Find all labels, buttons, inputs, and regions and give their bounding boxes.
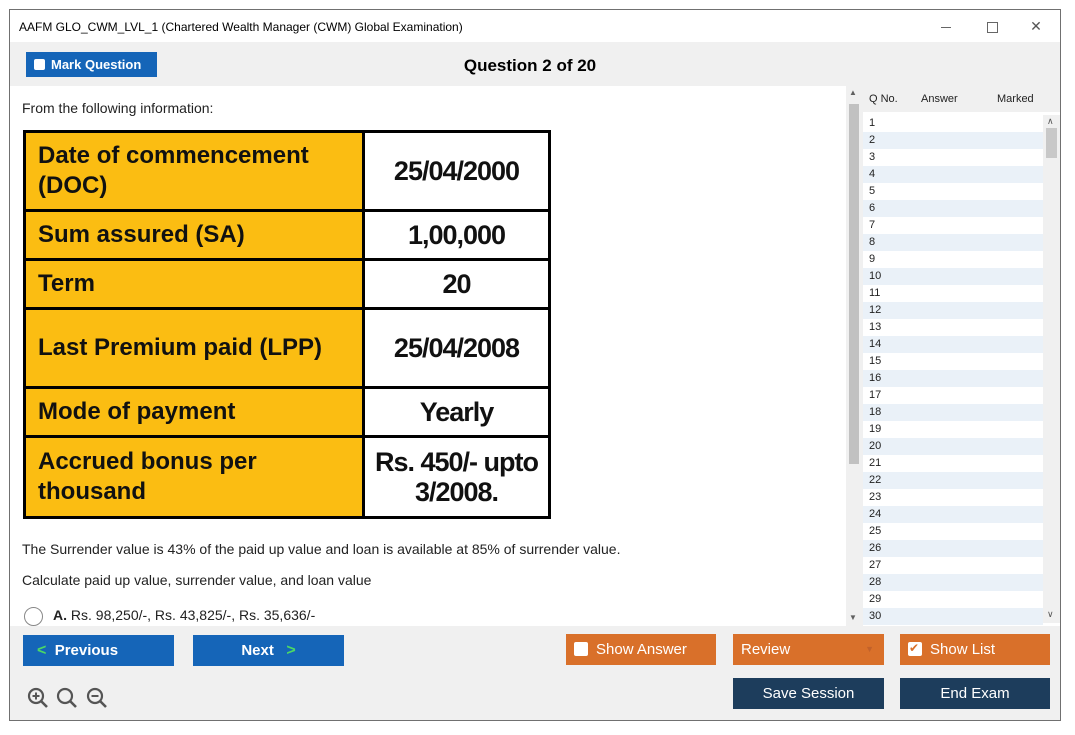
question-number: 4 xyxy=(869,168,876,180)
table-label: Date of commencement (DOC) xyxy=(25,132,364,211)
question-number: 18 xyxy=(869,406,882,418)
question-list-row[interactable] xyxy=(863,370,1043,387)
question-list-row[interactable] xyxy=(863,557,1043,574)
table-label: Accrued bonus per thousand xyxy=(25,437,364,518)
question-number: 3 xyxy=(869,151,876,163)
caret-down-icon: ▼ xyxy=(865,644,874,654)
table-label: Sum assured (SA) xyxy=(25,211,364,260)
marked-column-header[interactable]: Marked xyxy=(997,93,1034,105)
question-number: 23 xyxy=(869,491,882,503)
question-number: 1 xyxy=(869,117,876,129)
maximize-button[interactable] xyxy=(970,14,1014,38)
question-number: 25 xyxy=(869,525,882,537)
maximize-icon xyxy=(987,22,998,33)
exam-window xyxy=(9,9,1061,721)
question-panel xyxy=(10,86,846,626)
question-prompt: Calculate paid up value, surrender value, and loan value xyxy=(22,572,372,588)
table-row xyxy=(25,211,550,260)
table-value: 1,00,000 xyxy=(364,211,550,260)
minimize-icon xyxy=(941,27,951,28)
minimize-button[interactable] xyxy=(924,14,968,38)
scroll-up-icon[interactable]: ▲ xyxy=(849,88,857,97)
question-number: 20 xyxy=(869,440,882,452)
question-number: 12 xyxy=(869,304,882,316)
question-number: 17 xyxy=(869,389,882,401)
question-list-row[interactable] xyxy=(863,421,1043,438)
scroll-thumb[interactable] xyxy=(1046,128,1057,158)
answer-column-header[interactable]: Answer xyxy=(921,93,958,105)
question-number: 28 xyxy=(869,576,882,588)
question-list-row[interactable] xyxy=(863,591,1043,608)
table-label: Term xyxy=(25,260,364,309)
question-list-rows xyxy=(863,115,1043,625)
question-list-scrollbar[interactable] xyxy=(1043,115,1060,623)
question-list-row[interactable] xyxy=(863,540,1043,557)
table-label: Mode of payment xyxy=(25,388,364,437)
close-icon: ✕ xyxy=(1030,18,1042,34)
next-label: Next xyxy=(241,642,274,659)
question-number: 29 xyxy=(869,593,882,605)
chevron-down-icon[interactable]: ∨ xyxy=(1047,609,1054,619)
scroll-down-icon[interactable]: ▼ xyxy=(849,613,857,622)
question-list-row[interactable] xyxy=(863,489,1043,506)
question-number: 24 xyxy=(869,508,882,520)
question-number: 15 xyxy=(869,355,882,367)
question-list-row[interactable] xyxy=(863,455,1043,472)
question-list-row[interactable] xyxy=(863,285,1043,302)
show-list-checkbox[interactable] xyxy=(908,642,922,656)
question-list-row[interactable] xyxy=(863,404,1043,421)
previous-label: Previous xyxy=(54,642,119,659)
question-counter: Question 2 of 20 xyxy=(463,56,597,75)
table-label: Last Premium paid (LPP) xyxy=(25,309,364,388)
question-list-row[interactable] xyxy=(863,132,1043,149)
review-label: Review xyxy=(741,641,791,658)
show-answer-toggle[interactable] xyxy=(566,634,716,665)
show-list-toggle[interactable] xyxy=(900,634,1050,665)
policy-info-table xyxy=(23,130,551,519)
question-number: 19 xyxy=(869,423,882,435)
table-value: Rs. 450/- upto 3/2008. xyxy=(364,437,550,518)
zoom-reset-icon[interactable] xyxy=(56,687,78,709)
question-list-row[interactable] xyxy=(863,438,1043,455)
question-list-row[interactable] xyxy=(863,183,1043,200)
question-number: 26 xyxy=(869,542,882,554)
question-number: 11 xyxy=(869,287,881,299)
zoom-out-icon[interactable] xyxy=(86,687,108,709)
table-value: 25/04/2000 xyxy=(364,132,550,211)
table-row xyxy=(25,437,550,518)
chevron-up-icon[interactable]: ∧ xyxy=(1047,116,1054,126)
show-list-label: Show List xyxy=(930,641,996,658)
option-radio[interactable] xyxy=(24,607,43,626)
question-number: 6 xyxy=(869,202,876,214)
question-list-row[interactable] xyxy=(863,251,1043,268)
table-value: 25/04/2008 xyxy=(364,309,550,388)
qno-column-header[interactable]: Q No. xyxy=(869,93,898,105)
zoom-in-icon[interactable] xyxy=(27,687,49,709)
question-number: 5 xyxy=(869,185,876,197)
question-number: 8 xyxy=(869,236,876,248)
chevron-right-icon: > xyxy=(286,642,296,659)
show-answer-checkbox[interactable] xyxy=(574,642,588,656)
scroll-thumb[interactable] xyxy=(849,104,859,464)
question-list-row[interactable] xyxy=(863,574,1043,591)
question-list-row[interactable] xyxy=(863,387,1043,404)
question-list-row[interactable] xyxy=(863,234,1043,251)
question-list-header xyxy=(863,86,1060,112)
table-value: 20 xyxy=(364,260,550,309)
table-value: Yearly xyxy=(364,388,550,437)
question-list-row[interactable] xyxy=(863,217,1043,234)
review-dropdown[interactable] xyxy=(733,634,884,665)
title-bar xyxy=(10,10,1060,42)
option-text: Rs. 98,250/-, Rs. 43,825/-, Rs. 35,636/- xyxy=(70,607,316,624)
question-number: 30 xyxy=(869,610,882,622)
mark-question-button[interactable] xyxy=(26,52,157,77)
question-number: 7 xyxy=(869,219,876,231)
question-statement: The Surrender value is 43% of the paid up value and loan is available at 85% of surrender value. xyxy=(22,541,621,557)
mark-question-checkbox[interactable] xyxy=(34,59,45,70)
question-list-row[interactable] xyxy=(863,115,1043,132)
question-list-row[interactable] xyxy=(863,523,1043,540)
table-row xyxy=(25,260,550,309)
save-session-label: Save Session xyxy=(762,685,855,702)
question-number: 13 xyxy=(869,321,882,333)
question-number: 10 xyxy=(869,270,882,282)
end-exam-label: End Exam xyxy=(940,685,1010,702)
question-list-row[interactable] xyxy=(863,166,1043,183)
question-list-row[interactable] xyxy=(863,472,1043,489)
table-row xyxy=(25,132,550,211)
question-number: 27 xyxy=(869,559,882,571)
question-list-row[interactable] xyxy=(863,302,1043,319)
question-list-row[interactable] xyxy=(863,200,1043,217)
next-button[interactable] xyxy=(193,635,344,666)
table-row xyxy=(25,388,550,437)
question-list-row[interactable] xyxy=(863,336,1043,353)
question-number: 14 xyxy=(869,338,882,350)
question-list-row[interactable] xyxy=(863,319,1043,336)
chevron-left-icon: < xyxy=(37,642,47,659)
question-list-panel xyxy=(863,86,1060,626)
question-list-row[interactable] xyxy=(863,149,1043,166)
end-exam-button[interactable] xyxy=(900,678,1050,709)
window-title: AAFM GLO_CWM_LVL_1 (Chartered Wealth Manager (CWM) Global Examination) xyxy=(19,20,463,34)
question-list-row[interactable] xyxy=(863,353,1043,370)
question-list-row[interactable] xyxy=(863,268,1043,285)
question-number: 16 xyxy=(869,372,882,384)
question-list-row[interactable] xyxy=(863,608,1043,625)
question-number: 9 xyxy=(869,253,876,265)
show-answer-label: Show Answer xyxy=(596,641,687,658)
option-letter: A. xyxy=(53,607,67,624)
question-number: 2 xyxy=(869,134,876,146)
table-row xyxy=(25,309,550,388)
mark-question-label: Mark Question xyxy=(51,57,142,72)
close-button[interactable] xyxy=(1014,14,1058,38)
save-session-button[interactable] xyxy=(733,678,884,709)
answer-option-a[interactable] xyxy=(24,607,315,626)
question-number: 22 xyxy=(869,474,882,486)
question-list-row[interactable] xyxy=(863,506,1043,523)
previous-button[interactable] xyxy=(23,635,174,666)
question-intro: From the following information: xyxy=(22,100,214,116)
question-scrollbar[interactable] xyxy=(846,86,862,626)
question-number: 21 xyxy=(869,457,882,469)
